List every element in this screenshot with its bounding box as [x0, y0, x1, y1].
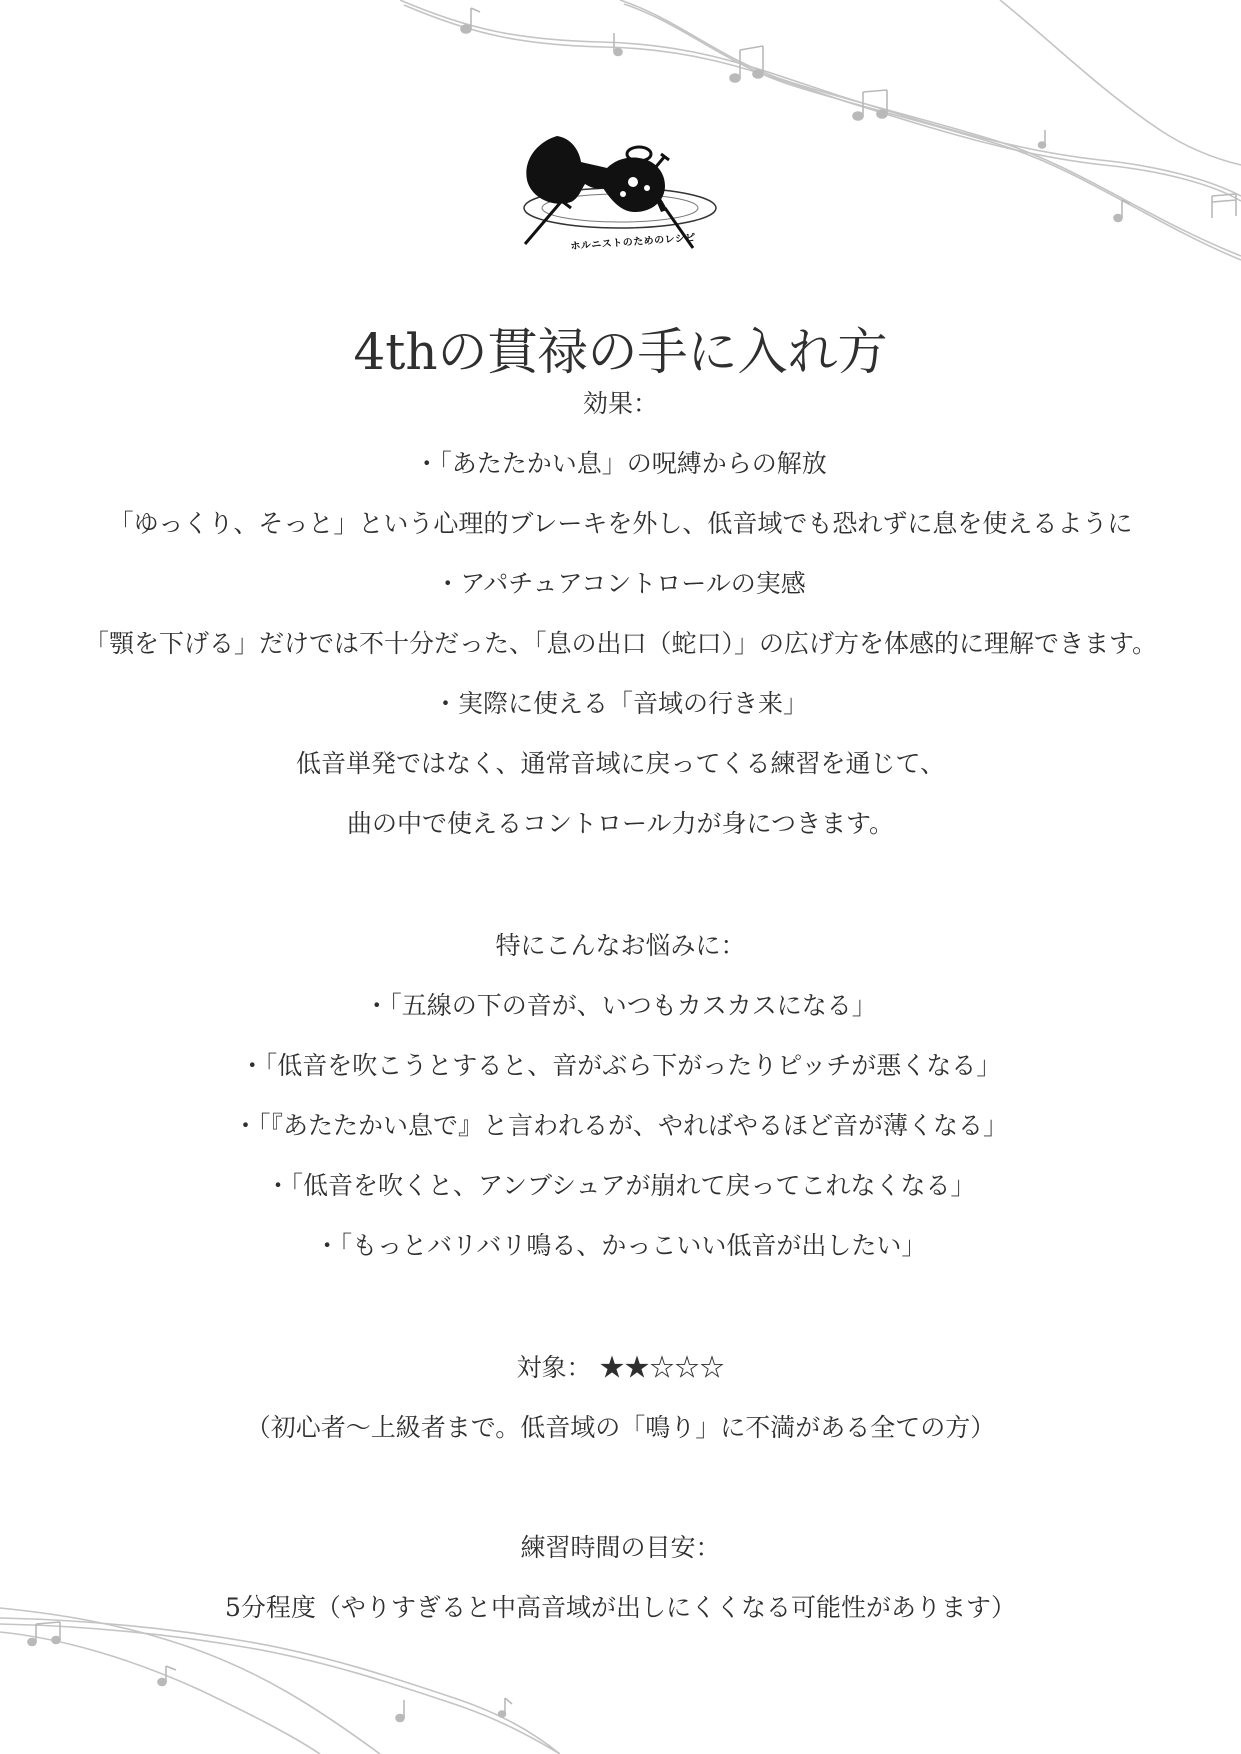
worries-heading: 特にこんなお悩みに： — [495, 931, 746, 960]
effect-item-1-title: ・「あたたかい息」の呪縛からの解放 — [414, 449, 827, 478]
worry-item: ・「低音を吹こうとすると、音がぶら下がったりピッチが悪くなる」 — [239, 1051, 1002, 1080]
effect-item-1-body: 「ゆっくり、そっと」という心理的ブレーキを外し、低音域でも恐れずに息を使えるように — [108, 509, 1133, 538]
practice-time-heading: 練習時間の目安： — [520, 1533, 721, 1562]
target-level-rating: 対象： ★★☆☆☆ — [516, 1353, 725, 1382]
effect-item-3-body-1: 低音単発ではなく、通常音域に戻ってくる練習を通じて、 — [295, 749, 945, 778]
worry-item: ・「五線の下の音が、いつもカスカスになる」 — [364, 991, 877, 1020]
practice-time-value: 5分程度（やりすぎると中高音域が出しにくくなる可能性があります） — [225, 1593, 1016, 1622]
target-audience-note: （初心者〜上級者まで。低音域の「鳴り」に不満がある全ての方） — [245, 1413, 996, 1442]
recipe-logo — [515, 128, 730, 258]
effect-item-3-body-2: 曲の中で使えるコントロール力が身につきます。 — [346, 809, 894, 838]
worry-item: ・「低音を吹くと、アンブシュアが崩れて戻ってこれなくなる」 — [265, 1171, 976, 1200]
logo-caption: ホルニストのためのレシピ — [570, 232, 697, 253]
worry-item: ・「『あたたかい息で』と言われるが、やればやるほど音が薄くなる」 — [232, 1111, 1008, 1140]
effects-heading: 効果： — [582, 389, 658, 418]
page-title: 4thの貫禄の手に入れ方 — [353, 323, 888, 381]
effect-item-3-title: ・実際に使える「音域の行き来」 — [432, 689, 808, 718]
worry-item: ・「もっとバリバリ鳴る、かっこいい低音が出したい」 — [314, 1231, 927, 1260]
effect-item-2-body: 「顎を下げる」だけでは不十分だった、「息の出口（蛇口）」の広げ方を体感的に理解できます。 — [83, 629, 1157, 658]
music-note-icons — [28, 1622, 512, 1722]
effect-item-2-title: ・アパチュアコントロールの実感 — [435, 569, 806, 598]
